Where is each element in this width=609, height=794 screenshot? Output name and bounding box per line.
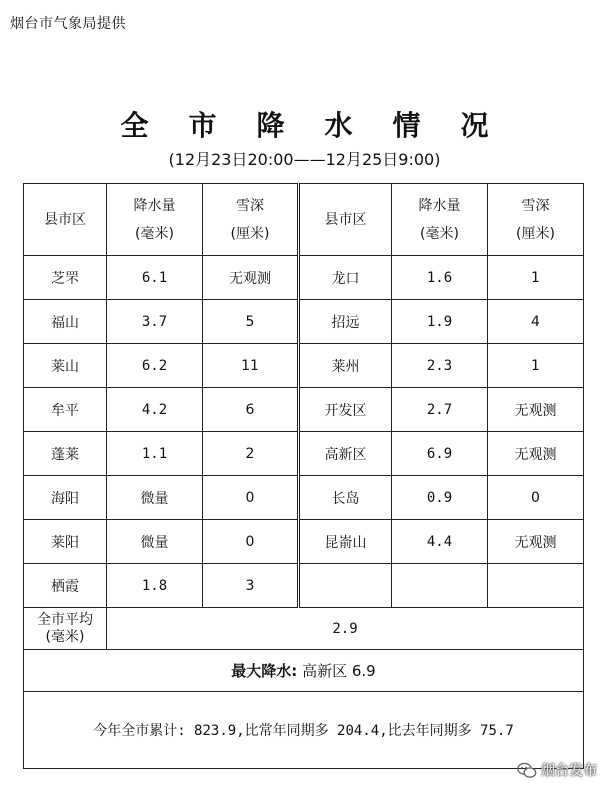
snow-value: 无观测 [488, 520, 584, 564]
annual-total-text: 今年全市累计: 823.9,比常年同期多 204.4,比去年同期多 75.7 [24, 692, 584, 769]
precip-value: 4.2 [107, 388, 203, 432]
header-snow-depth: 雪深 (厘米) [203, 184, 299, 256]
precip-value: 3.7 [107, 300, 203, 344]
snow-value: 0 [488, 476, 584, 520]
table-row [24, 520, 584, 564]
precip-value: 6.2 [107, 344, 203, 388]
precip-value: 1.8 [107, 564, 203, 608]
precipitation-table [23, 183, 584, 769]
precip-value: 2.3 [392, 344, 488, 388]
table-row [24, 344, 584, 388]
table-row [24, 256, 584, 300]
snow-value: 1 [488, 344, 584, 388]
precip-value: 1.6 [392, 256, 488, 300]
precip-value: 6.9 [392, 432, 488, 476]
district-name: 昆嵛山 [299, 520, 392, 564]
header-precipitation: 降水量 (毫米) [107, 184, 203, 256]
table-header-row [24, 184, 584, 256]
district-name: 栖霞 [24, 564, 107, 608]
district-name: 莱山 [24, 344, 107, 388]
district-name: 莱州 [299, 344, 392, 388]
district-name: 龙口 [299, 256, 392, 300]
snow-value: 无观测 [488, 388, 584, 432]
max-precip-label: 最大降水: [231, 662, 298, 680]
precip-value [392, 564, 488, 608]
max-precip-row [24, 650, 584, 692]
source-text: 烟台市气象局提供 [10, 16, 126, 32]
snow-value: 4 [488, 300, 584, 344]
table-row [24, 300, 584, 344]
district-name: 芝罘 [24, 256, 107, 300]
precip-value: 1.1 [107, 432, 203, 476]
precip-value: 1.9 [392, 300, 488, 344]
header-snow-depth: 雪深 (厘米) [488, 184, 584, 256]
snow-value: 5 [203, 300, 299, 344]
snow-value: 2 [203, 432, 299, 476]
district-name: 莱阳 [24, 520, 107, 564]
snow-value [488, 564, 584, 608]
wechat-icon [517, 762, 537, 779]
precip-value: 4.4 [392, 520, 488, 564]
snow-value: 无观测 [203, 256, 299, 300]
header-district: 县市区 [299, 184, 392, 256]
district-name: 高新区 [299, 432, 392, 476]
max-precip-value: 高新区 6.9 [302, 662, 376, 680]
precip-value: 2.7 [392, 388, 488, 432]
average-value: 2.9 [107, 608, 584, 650]
header-district: 县市区 [24, 184, 107, 256]
precip-value: 微量 [107, 520, 203, 564]
district-name: 长岛 [299, 476, 392, 520]
page-title: 全市降水情况 [120, 109, 529, 142]
snow-value: 11 [203, 344, 299, 388]
watermark-text: 烟台发布 [541, 763, 597, 779]
table-row [24, 432, 584, 476]
precip-value: 6.1 [107, 256, 203, 300]
table-row [24, 564, 584, 608]
district-name: 蓬莱 [24, 432, 107, 476]
snow-value: 0 [203, 520, 299, 564]
snow-value: 0 [203, 476, 299, 520]
district-name: 牟平 [24, 388, 107, 432]
average-row [24, 608, 584, 650]
district-name: 福山 [24, 300, 107, 344]
snow-value: 3 [203, 564, 299, 608]
snow-value: 1 [488, 256, 584, 300]
time-period: (12月23日20:00——12月25日9:00) [168, 150, 441, 169]
district-name: 招远 [299, 300, 392, 344]
average-label: 全市平均 (毫米) [24, 608, 107, 650]
district-name: 海阳 [24, 476, 107, 520]
table-row [24, 476, 584, 520]
max-precip-cell [24, 650, 584, 692]
watermark [517, 760, 597, 780]
annual-total-row [24, 692, 584, 769]
district-name [299, 564, 392, 608]
precip-value: 微量 [107, 476, 203, 520]
snow-value: 无观测 [488, 432, 584, 476]
header-precipitation: 降水量 (毫米) [392, 184, 488, 256]
snow-value: 6 [203, 388, 299, 432]
district-name: 开发区 [299, 388, 392, 432]
precip-value: 0.9 [392, 476, 488, 520]
table-row [24, 388, 584, 432]
